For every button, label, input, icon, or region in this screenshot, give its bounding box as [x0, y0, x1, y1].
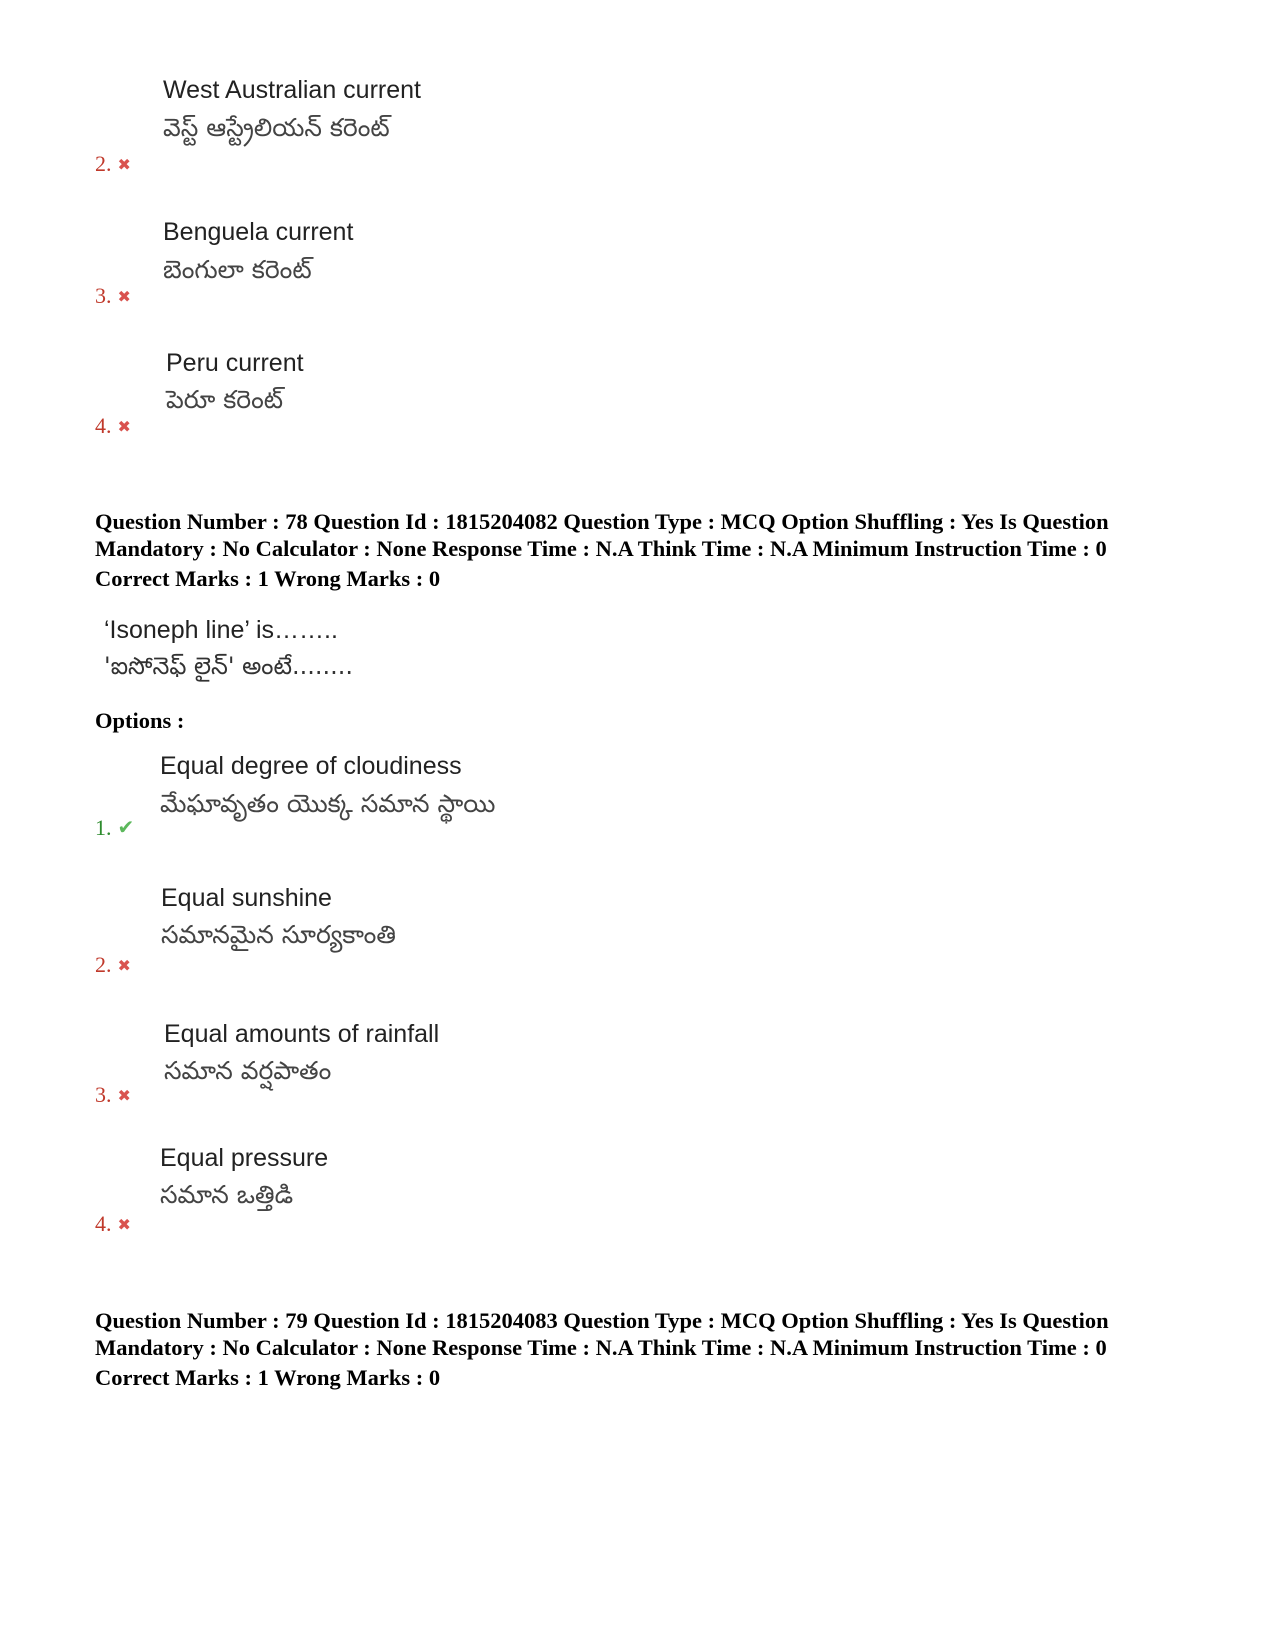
option-text-en: Equal pressure [160, 1144, 329, 1172]
option-text-te: మేఘావృతం యొక్క సమాన స్థాయి [160, 789, 496, 818]
option-number-label: 2. [95, 952, 112, 977]
option-text-en: Peru current [166, 349, 304, 377]
question-meta [95, 508, 1195, 562]
option-text-en: West Australian current [163, 76, 421, 104]
options-label: Options : [95, 708, 185, 733]
cross-icon: ✖ [117, 1088, 131, 1105]
option-text-te: పెరూ కరెంట్ [166, 385, 284, 414]
option-number [95, 413, 131, 439]
option-number-label: 4. [95, 413, 112, 438]
option-text-te: సమానమైన సూర్యకాంతి [161, 920, 396, 949]
option-text-en: Equal degree of cloudiness [160, 752, 462, 780]
question-meta [95, 1307, 1195, 1361]
question-text-te: 'ఐసోనెఫ్ లైన్' అంటే........ [104, 652, 354, 680]
cross-icon: ✖ [117, 289, 131, 306]
option-number [95, 952, 131, 978]
option-number [95, 815, 134, 841]
question-meta-line: Question Number : 78 Question Id : 1815204082 Question Type : MCQ Option Shuffling : Yes Is Question [95, 509, 1109, 534]
option-text-te: వెస్ట్ ఆస్ట్రేలియన్ కరెంట్ [163, 113, 390, 142]
option-number [95, 1211, 131, 1237]
question-meta-line: Mandatory : No Calculator : None Response Time : N.A Think Time : N.A Minimum Instruction Time : 0 [95, 1335, 1107, 1360]
option-text-te: సమాన ఒత్తిడి [160, 1180, 294, 1209]
option-number-label: 4. [95, 1211, 112, 1236]
check-icon: ✔ [117, 817, 135, 839]
option-number [95, 151, 131, 177]
question-marks [95, 1364, 1195, 1391]
option-number-label: 1. [95, 815, 112, 840]
option-text-en: Equal amounts of rainfall [164, 1020, 440, 1048]
cross-icon: ✖ [117, 1217, 131, 1234]
question-meta-line: Mandatory : No Calculator : None Response Time : N.A Think Time : N.A Minimum Instruction Time : 0 [95, 536, 1107, 561]
marks-line: Correct Marks : 1 Wrong Marks : 0 [95, 1365, 441, 1390]
option-number [95, 283, 131, 309]
option-text-te: సమాన వర్షపాతం [164, 1056, 332, 1085]
cross-icon: ✖ [117, 958, 131, 975]
option-text-te: బెంగులా కరెంట్ [163, 255, 312, 284]
option-number-label: 2. [95, 151, 112, 176]
cross-icon: ✖ [117, 157, 131, 174]
option-number-label: 3. [95, 1082, 112, 1107]
marks-line: Correct Marks : 1 Wrong Marks : 0 [95, 566, 441, 591]
question-marks [95, 565, 1195, 592]
option-text-en: Equal sunshine [161, 884, 332, 912]
question-meta-line: Question Number : 79 Question Id : 1815204083 Question Type : MCQ Option Shuffling : Yes Is Question [95, 1308, 1109, 1333]
option-number [95, 1082, 131, 1108]
option-number-label: 3. [95, 283, 112, 308]
option-text-en: Benguela current [163, 218, 354, 246]
question-text-en: ‘Isoneph line’ is…….. [104, 616, 338, 644]
cross-icon: ✖ [117, 419, 131, 436]
